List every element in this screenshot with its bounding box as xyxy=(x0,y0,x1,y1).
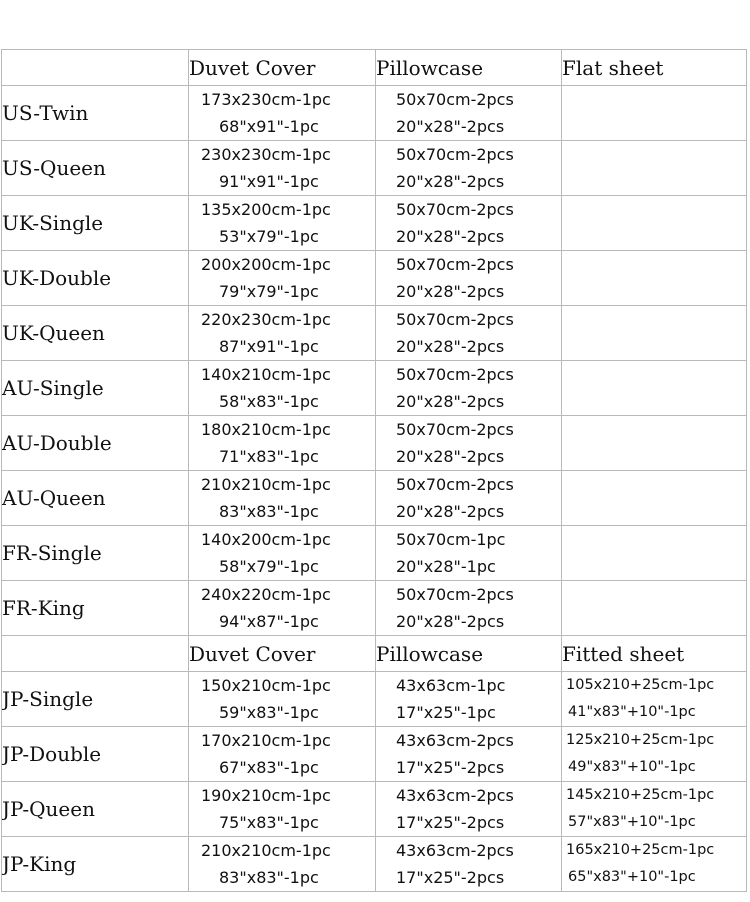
duvet-cell: 135x200cm-1pc 53"x79"-1pc xyxy=(189,196,376,251)
size-name: US-Queen xyxy=(2,141,189,196)
duvet-cell: 210x210cm-1pc 83"x83"-1pc xyxy=(189,471,376,526)
flat-sheet-cell xyxy=(562,141,747,196)
size-name: JP-Single xyxy=(2,672,189,727)
size-name: FR-Single xyxy=(2,526,189,581)
header-empty-cell xyxy=(2,50,189,86)
duvet-cell: 200x200cm-1pc 79"x79"-1pc xyxy=(189,251,376,306)
flat-sheet-cell xyxy=(562,86,747,141)
duvet-cell: 180x210cm-1pc 71"x83"-1pc xyxy=(189,416,376,471)
flat-sheet-cell xyxy=(562,196,747,251)
size-name: JP-King xyxy=(2,837,189,892)
size-name: AU-Double xyxy=(2,416,189,471)
table-row xyxy=(2,141,747,196)
table-row xyxy=(2,837,747,892)
pillowcase-cell: 43x63cm-2pcs 17"x25"-2pcs xyxy=(376,727,562,782)
flat-sheet-cell xyxy=(562,361,747,416)
bedding-size-table xyxy=(1,49,747,892)
header-row-jp xyxy=(2,636,747,672)
duvet-cell: 173x230cm-1pc 68"x91"-1pc xyxy=(189,86,376,141)
size-name: AU-Single xyxy=(2,361,189,416)
fitted-sheet-cell: 165x210+25cm-1pc 65"x83"+10"-1pc xyxy=(562,837,747,892)
duvet-cell: 190x210cm-1pc 75"x83"-1pc xyxy=(189,782,376,837)
table-row xyxy=(2,581,747,636)
size-name: JP-Queen xyxy=(2,782,189,837)
table-row xyxy=(2,672,747,727)
pillowcase-cell: 43x63cm-2pcs 17"x25"-2pcs xyxy=(376,837,562,892)
flat-sheet-cell xyxy=(562,416,747,471)
pillowcase-cell: 50x70cm-1pc 20"x28"-1pc xyxy=(376,526,562,581)
fitted-sheet-cell: 145x210+25cm-1pc 57"x83"+10"-1pc xyxy=(562,782,747,837)
size-name: UK-Single xyxy=(2,196,189,251)
header-flat-sheet: Flat sheet xyxy=(562,50,747,86)
header-fitted-sheet: Fitted sheet xyxy=(562,636,747,672)
header-duvet-cover: Duvet Cover xyxy=(189,636,376,672)
table-row xyxy=(2,416,747,471)
size-name: JP-Double xyxy=(2,727,189,782)
header-pillowcase: Pillowcase xyxy=(376,50,562,86)
flat-sheet-cell xyxy=(562,581,747,636)
header-duvet-cover: Duvet Cover xyxy=(189,50,376,86)
pillowcase-cell: 50x70cm-2pcs 20"x28"-2pcs xyxy=(376,306,562,361)
table-row xyxy=(2,361,747,416)
table-row xyxy=(2,306,747,361)
table-row xyxy=(2,471,747,526)
size-name: UK-Queen xyxy=(2,306,189,361)
pillowcase-cell: 50x70cm-2pcs 20"x28"-2pcs xyxy=(376,251,562,306)
duvet-cell: 140x210cm-1pc 58"x83"-1pc xyxy=(189,361,376,416)
header-pillowcase: Pillowcase xyxy=(376,636,562,672)
duvet-cell: 230x230cm-1pc 91"x91"-1pc xyxy=(189,141,376,196)
pillowcase-cell: 43x63cm-1pc 17"x25"-1pc xyxy=(376,672,562,727)
table-row xyxy=(2,782,747,837)
pillowcase-cell: 50x70cm-2pcs 20"x28"-2pcs xyxy=(376,86,562,141)
flat-sheet-cell xyxy=(562,251,747,306)
pillowcase-cell: 50x70cm-2pcs 20"x28"-2pcs xyxy=(376,416,562,471)
fitted-sheet-cell: 105x210+25cm-1pc 41"x83"+10"-1pc xyxy=(562,672,747,727)
table-row xyxy=(2,727,747,782)
size-name: US-Twin xyxy=(2,86,189,141)
flat-sheet-cell xyxy=(562,526,747,581)
pillowcase-cell: 50x70cm-2pcs 20"x28"-2pcs xyxy=(376,196,562,251)
duvet-cell: 210x210cm-1pc 83"x83"-1pc xyxy=(189,837,376,892)
fitted-sheet-cell: 125x210+25cm-1pc 49"x83"+10"-1pc xyxy=(562,727,747,782)
header-empty-cell xyxy=(2,636,189,672)
flat-sheet-cell xyxy=(562,306,747,361)
size-name: UK-Double xyxy=(2,251,189,306)
flat-sheet-cell xyxy=(562,471,747,526)
table-row xyxy=(2,526,747,581)
duvet-cell: 220x230cm-1pc 87"x91"-1pc xyxy=(189,306,376,361)
table-row xyxy=(2,251,747,306)
pillowcase-cell: 50x70cm-2pcs 20"x28"-2pcs xyxy=(376,581,562,636)
duvet-cell: 150x210cm-1pc 59"x83"-1pc xyxy=(189,672,376,727)
duvet-cell: 140x200cm-1pc 58"x79"-1pc xyxy=(189,526,376,581)
duvet-cell: 170x210cm-1pc 67"x83"-1pc xyxy=(189,727,376,782)
pillowcase-cell: 50x70cm-2pcs 20"x28"-2pcs xyxy=(376,471,562,526)
table-row xyxy=(2,196,747,251)
pillowcase-cell: 43x63cm-2pcs 17"x25"-2pcs xyxy=(376,782,562,837)
pillowcase-cell: 50x70cm-2pcs 20"x28"-2pcs xyxy=(376,141,562,196)
size-name: AU-Queen xyxy=(2,471,189,526)
pillowcase-cell: 50x70cm-2pcs 20"x28"-2pcs xyxy=(376,361,562,416)
duvet-cell: 240x220cm-1pc 94"x87"-1pc xyxy=(189,581,376,636)
header-row-top xyxy=(2,50,747,86)
size-name: FR-King xyxy=(2,581,189,636)
table-row xyxy=(2,86,747,141)
